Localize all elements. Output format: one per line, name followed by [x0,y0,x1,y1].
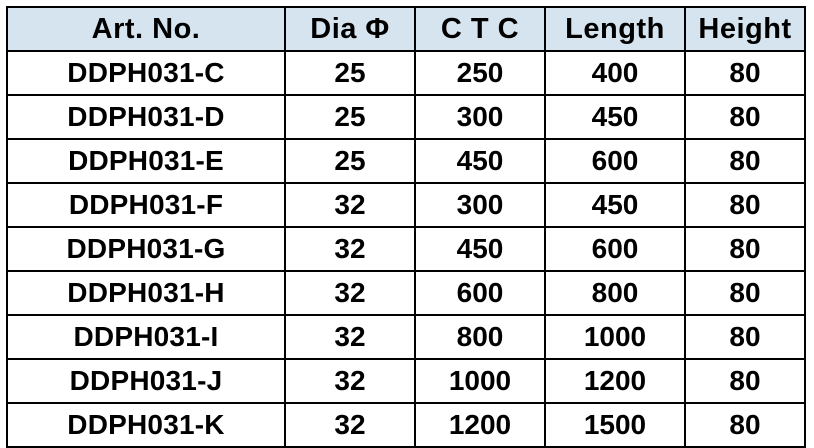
cell-dia: 32 [285,183,415,227]
cell-height: 80 [685,315,805,359]
cell-ctc: 600 [415,271,545,315]
cell-ctc: 1200 [415,403,545,447]
table-row [7,271,805,315]
cell-height: 80 [685,139,805,183]
cell-length: 1000 [545,315,685,359]
cell-art-no: DDPH031-F [7,183,285,227]
cell-art-no: DDPH031-D [7,95,285,139]
cell-ctc: 300 [415,95,545,139]
specification-table [6,6,806,448]
table-row [7,139,805,183]
cell-ctc: 800 [415,315,545,359]
cell-ctc: 1000 [415,359,545,403]
cell-dia: 25 [285,95,415,139]
table-row [7,227,805,271]
cell-height: 80 [685,359,805,403]
cell-ctc: 250 [415,51,545,95]
cell-height: 80 [685,403,805,447]
cell-dia: 25 [285,139,415,183]
cell-height: 80 [685,271,805,315]
cell-length: 450 [545,183,685,227]
cell-art-no: DDPH031-K [7,403,285,447]
table-row [7,315,805,359]
cell-ctc: 300 [415,183,545,227]
cell-length: 600 [545,227,685,271]
cell-dia: 25 [285,51,415,95]
cell-height: 80 [685,51,805,95]
table-row [7,403,805,447]
cell-dia: 32 [285,359,415,403]
column-header-ctc: C T C [415,7,545,51]
cell-length: 1500 [545,403,685,447]
cell-length: 600 [545,139,685,183]
cell-dia: 32 [285,403,415,447]
table-header [7,7,805,51]
cell-length: 800 [545,271,685,315]
cell-height: 80 [685,227,805,271]
cell-dia: 32 [285,227,415,271]
cell-art-no: DDPH031-G [7,227,285,271]
column-header-dia: Dia Φ [285,7,415,51]
table-row [7,359,805,403]
cell-ctc: 450 [415,227,545,271]
table-body [7,51,805,447]
cell-length: 1200 [545,359,685,403]
cell-art-no: DDPH031-I [7,315,285,359]
table-header-row [7,7,805,51]
column-header-height: Height [685,7,805,51]
cell-dia: 32 [285,315,415,359]
cell-art-no: DDPH031-H [7,271,285,315]
cell-length: 450 [545,95,685,139]
cell-height: 80 [685,95,805,139]
cell-art-no: DDPH031-J [7,359,285,403]
column-header-length: Length [545,7,685,51]
table-row [7,51,805,95]
table-row [7,95,805,139]
cell-art-no: DDPH031-C [7,51,285,95]
column-header-art-no: Art. No. [7,7,285,51]
table-row [7,183,805,227]
cell-art-no: DDPH031-E [7,139,285,183]
cell-ctc: 450 [415,139,545,183]
cell-length: 400 [545,51,685,95]
cell-dia: 32 [285,271,415,315]
cell-height: 80 [685,183,805,227]
